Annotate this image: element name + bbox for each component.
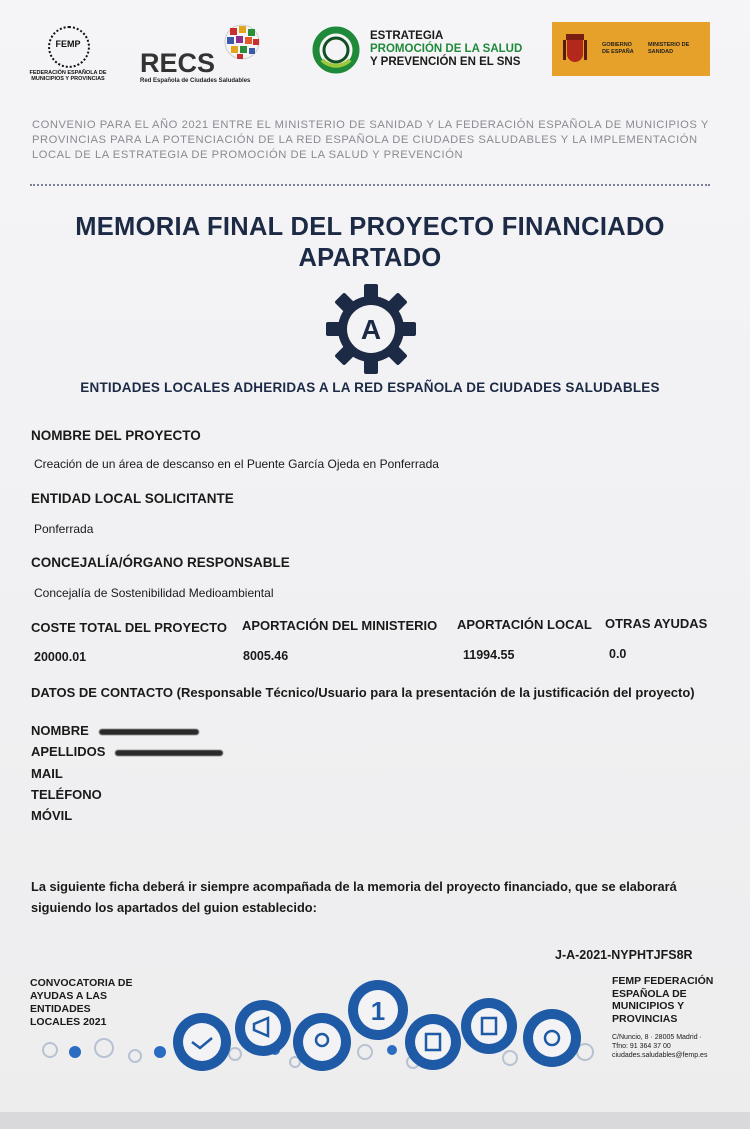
redacted-name bbox=[99, 729, 199, 735]
title-line1: MEMORIA FINAL DEL PROYECTO FINANCIADO bbox=[75, 213, 665, 241]
contact-name-row bbox=[31, 723, 199, 738]
coat-of-arms-icon bbox=[562, 30, 588, 68]
entity-label: ENTIDAD LOCAL SOLICITANTE bbox=[31, 491, 234, 506]
contact-name-label: NOMBRE bbox=[31, 723, 89, 738]
total-cost-value: 20000.01 bbox=[34, 650, 87, 664]
femp-address bbox=[612, 1033, 732, 1060]
title-line2: APARTADO bbox=[298, 244, 442, 272]
footer-gears-illustration bbox=[30, 970, 610, 1080]
local-contribution-value: 11994.55 bbox=[463, 648, 515, 662]
instructions-note: La siguiente ficha deberá ir siempre acompañada de la memoria del proyecto financiado, que se elaborará siguiendo los apartados del guion establecido: bbox=[31, 879, 677, 915]
femp-logo-sub: FEDERACIÓN ESPAÑOLA DE MUNICIPIOS Y PROVINCIAS bbox=[29, 70, 107, 82]
redacted-surname bbox=[115, 750, 223, 756]
total-cost-label: COSTE TOTAL DEL PROYECTO bbox=[31, 620, 227, 635]
ministerio-text: MINISTERIO DE SANIDAD bbox=[648, 42, 690, 55]
other-aid-value: 0.0 bbox=[609, 647, 627, 661]
femp-logo-text: FEMP bbox=[55, 39, 81, 49]
local-contribution-label: APORTACIÓN LOCAL bbox=[457, 617, 592, 632]
address-line2: Tfno: 91 364 37 00 bbox=[612, 1043, 671, 1050]
recs-globe-icon bbox=[222, 22, 262, 62]
gear-letter: A bbox=[360, 314, 382, 345]
address-line3: ciudades.saludables@femp.es bbox=[612, 1052, 708, 1059]
femp-footer-name: FEMP FEDERACIÓN ESPAÑOLA DE MUNICIPIOS Y PROVINCIAS bbox=[612, 975, 714, 1025]
other-aid-label: OTRAS AYUDAS bbox=[605, 616, 708, 631]
contact-surname-row bbox=[31, 744, 223, 759]
contact-phone-label: TELÉFONO bbox=[31, 787, 102, 802]
contact-mobile-label: MÓVIL bbox=[31, 808, 73, 823]
recs-logo-sub: Red Española de Ciudades Saludables bbox=[140, 78, 251, 84]
entity-value: Ponferrada bbox=[34, 522, 94, 536]
estrategia-logo bbox=[312, 24, 542, 80]
gobierno-logo bbox=[552, 22, 710, 76]
contact-mail-label: MAIL bbox=[31, 766, 63, 781]
reference-code: J-A-2021-NYPHTJFS8R bbox=[555, 948, 693, 962]
estrategia-line3: Y PREVENCIÓN EN EL SNS bbox=[370, 56, 521, 68]
contact-surname-label: APELLIDOS bbox=[31, 744, 106, 759]
gobierno-text: GOBIERNO DE ESPAÑA bbox=[602, 42, 634, 55]
estrategia-text bbox=[370, 30, 522, 69]
estrategia-line1: ESTRATEGIA bbox=[370, 30, 444, 42]
page-title bbox=[0, 212, 740, 274]
recs-logo bbox=[140, 22, 260, 86]
estrategia-ring-icon bbox=[312, 26, 360, 74]
ministry-contribution-value: 8005.46 bbox=[243, 649, 289, 663]
council-value: Concejalía de Sostenibilidad Medioambiental bbox=[34, 586, 274, 600]
contact-title: DATOS DE CONTACTO (Responsable Técnico/Usuario para la presentación de la justificación del proyecto) bbox=[31, 685, 695, 700]
femp-logo bbox=[28, 24, 108, 86]
recs-logo-text: RECS bbox=[140, 48, 216, 78]
convocatoria-text: CONVOCATORIA DE AYUDAS A LAS ENTIDADES LOCALES 2021 bbox=[30, 977, 133, 1028]
femp-stars-icon bbox=[46, 24, 90, 68]
bottom-strip bbox=[0, 1112, 750, 1129]
estrategia-line2: PROMOCIÓN DE LA SALUD bbox=[370, 43, 523, 55]
separator-line bbox=[30, 184, 710, 186]
center-gear-number: 1 bbox=[370, 996, 386, 1026]
subtitle: ENTIDADES LOCALES ADHERIDAS A LA RED ESPAÑOLA DE CIUDADES SALUDABLES bbox=[80, 380, 660, 395]
convenio-text: CONVENIO PARA EL AÑO 2021 ENTRE EL MINISTERIO DE SANIDAD Y LA FEDERACIÓN ESPAÑOLA DE MUNICIPIOS Y PROVINCIAS PARA LA POTENCIACIÓN DE LA RED ESPAÑOLA DE CIUDADES SALUDABLES Y LA IMPLEMENTACIÓN LOCAL DE LA ESTRATEGIA DE PROMOCIÓN DE LA SALUD Y PREVENCIÓN bbox=[32, 119, 709, 161]
gear-letter-icon bbox=[326, 284, 416, 374]
council-label: CONCEJALÍA/ÓRGANO RESPONSABLE bbox=[31, 555, 290, 570]
address-line1: C/Nuncio, 8 · 28005 Madrid · bbox=[612, 1034, 702, 1041]
ministry-contribution-label: APORTACIÓN DEL MINISTERIO bbox=[242, 618, 438, 633]
project-name-value: Creación de un área de descanso en el Puente García Ojeda en Ponferrada bbox=[34, 457, 439, 471]
project-name-label: NOMBRE DEL PROYECTO bbox=[31, 428, 201, 443]
